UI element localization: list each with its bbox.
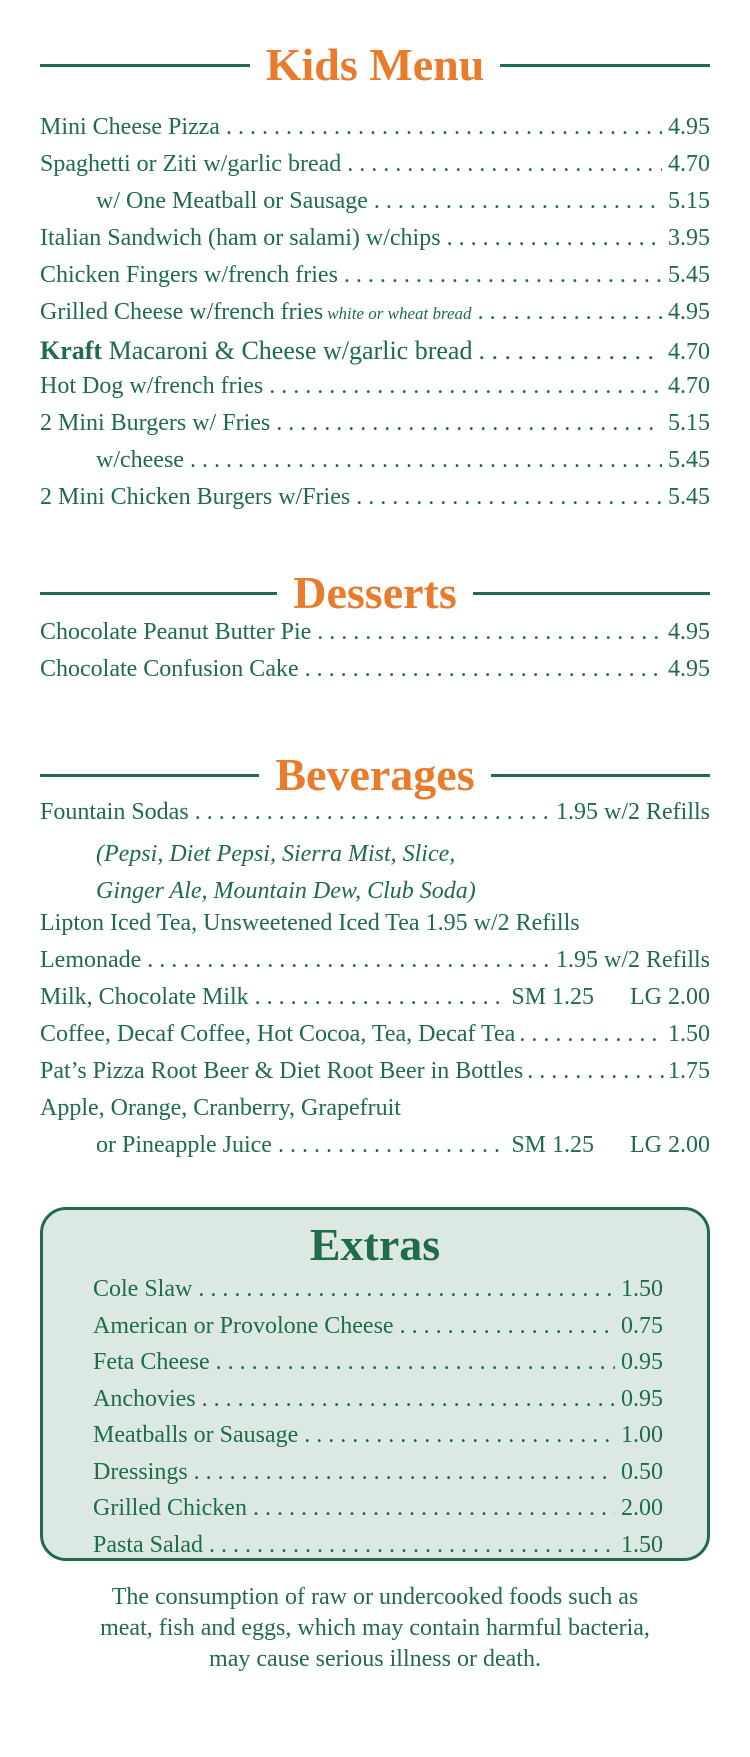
extras-title: Extras <box>309 1219 441 1270</box>
large-size-price: LG 2.00 <box>630 1132 710 1158</box>
dot-leader <box>478 299 662 326</box>
dot-leader <box>305 656 662 683</box>
soda-list: Ginger Ale, Mountain Dew, Club Soda) <box>96 878 476 904</box>
food-safety-notice: The consumption of raw or undercooked foods such as meat, fish and eggs, which may contain harmful bacteria, may cause serious illness or death. <box>100 1584 650 1672</box>
dot-leader <box>216 1349 615 1376</box>
menu-item: Chicken Fingers w/french fries . . . 5.45 <box>40 262 710 299</box>
dot-leader <box>304 1422 615 1449</box>
menu-item: Coffee, Decaf Coffee, Hot Cocoa, Tea, Decaf Tea . . . 1.50 <box>40 1021 710 1058</box>
beverages-title: Beverages <box>275 749 475 800</box>
menu-item: Mini Cheese Pizza . . . 4.95 <box>40 114 710 151</box>
dot-leader <box>478 336 662 366</box>
beverages-header <box>40 749 710 800</box>
desserts-list <box>40 619 710 693</box>
divider <box>491 774 710 777</box>
dot-leader <box>400 1313 615 1340</box>
menu-item: Apple, Orange, Cranberry, Grapefruit <box>40 1095 401 1121</box>
kids-menu-list <box>40 114 710 521</box>
dot-leader <box>347 151 662 178</box>
menu-item: Pasta Salad . . . 1.50 <box>93 1532 663 1569</box>
menu-item-addon: w/ One Meatball or Sausage . . . 5.15 <box>40 188 710 225</box>
menu-item: Lemonade . . . 1.95 w/2 Refills <box>40 947 710 984</box>
dot-leader <box>356 484 662 511</box>
menu-item: 2 Mini Burgers w/ Fries . . . 5.15 <box>40 410 710 447</box>
extras-list <box>93 1276 663 1568</box>
menu-item: Feta Cheese . . . 0.95 <box>93 1349 663 1386</box>
dot-leader <box>276 410 662 437</box>
dot-leader <box>194 1459 615 1486</box>
menu-item: Dressings . . . 0.50 <box>93 1459 663 1496</box>
desserts-title: Desserts <box>293 567 457 618</box>
dot-leader <box>374 188 662 215</box>
dot-leader <box>519 1021 664 1048</box>
desserts-header <box>40 567 710 618</box>
kids-menu-title: Kids Menu <box>265 39 485 90</box>
dot-leader <box>147 947 550 974</box>
menu-item: Spaghetti or Ziti w/garlic bread . . . 4.70 <box>40 151 710 188</box>
small-size-price: SM 1.25 <box>511 1132 594 1158</box>
menu-item: Grilled Chicken . . . 2.00 <box>93 1495 663 1532</box>
divider <box>500 64 710 67</box>
dot-leader <box>278 1132 505 1159</box>
dot-leader <box>198 1276 615 1303</box>
small-size-price: SM 1.25 <box>511 984 594 1010</box>
menu-item: Milk, Chocolate Milk . . . SM 1.25 LG 2.00 <box>40 984 710 1021</box>
dot-leader <box>202 1386 615 1413</box>
soda-list: (Pepsi, Diet Pepsi, Sierra Mist, Slice, <box>96 841 456 867</box>
menu-item-addon: w/cheese . . . 5.45 <box>40 447 710 484</box>
dot-leader <box>269 373 662 400</box>
menu-item-addon: or Pineapple Juice . . . SM 1.25 LG 2.00 <box>40 1132 710 1169</box>
dot-leader <box>195 799 550 826</box>
extras-box <box>40 1207 710 1561</box>
menu-item: Chocolate Peanut Butter Pie . . . 4.95 <box>40 619 710 656</box>
menu-item: Pat’s Pizza Root Beer & Diet Root Beer in Bottles . . . 1.75 <box>40 1058 710 1095</box>
menu-item: Meatballs or Sausage . . . 1.00 <box>93 1422 663 1459</box>
menu-item: Chocolate Confusion Cake . . . 4.95 <box>40 656 710 693</box>
divider <box>40 64 250 67</box>
menu-item: Italian Sandwich (ham or salami) w/chips . . . 3.95 <box>40 225 710 262</box>
dot-leader <box>317 619 662 646</box>
beverages-list <box>40 799 710 1169</box>
menu-item: Lipton Iced Tea, Unsweetened Iced Tea 1.95 w/2 Refills <box>40 910 580 936</box>
dot-leader <box>447 225 662 252</box>
menu-item: Hot Dog w/french fries . . . 4.70 <box>40 373 710 410</box>
dot-leader <box>344 262 662 289</box>
dot-leader <box>253 1495 615 1522</box>
menu-item: American or Provolone Cheese . . . 0.75 <box>93 1313 663 1350</box>
item-note: white or wheat bread <box>327 304 472 323</box>
menu-item: Kraft Macaroni & Cheese w/garlic bread . . . 4.70 <box>40 336 710 373</box>
kids-menu-header <box>40 39 710 90</box>
large-size-price: LG 2.00 <box>630 984 710 1010</box>
dot-leader <box>527 1058 664 1085</box>
divider <box>473 592 710 595</box>
menu-item: 2 Mini Chicken Burgers w/Fries . . . 5.45 <box>40 484 710 521</box>
dot-leader <box>226 114 662 141</box>
dot-leader <box>209 1532 615 1559</box>
brand-name: Kraft <box>40 336 103 365</box>
menu-item: Anchovies . . . 0.95 <box>93 1386 663 1423</box>
menu-item: Grilled Cheese w/french fries white or wheat bread . . . 4.95 <box>40 299 710 336</box>
dot-leader <box>255 984 506 1011</box>
divider <box>40 592 277 595</box>
menu-item: Fountain Sodas . . . 1.95 w/2 Refills <box>40 799 710 836</box>
divider <box>40 774 259 777</box>
dot-leader <box>190 447 662 474</box>
menu-item: Cole Slaw . . . 1.50 <box>93 1276 663 1313</box>
